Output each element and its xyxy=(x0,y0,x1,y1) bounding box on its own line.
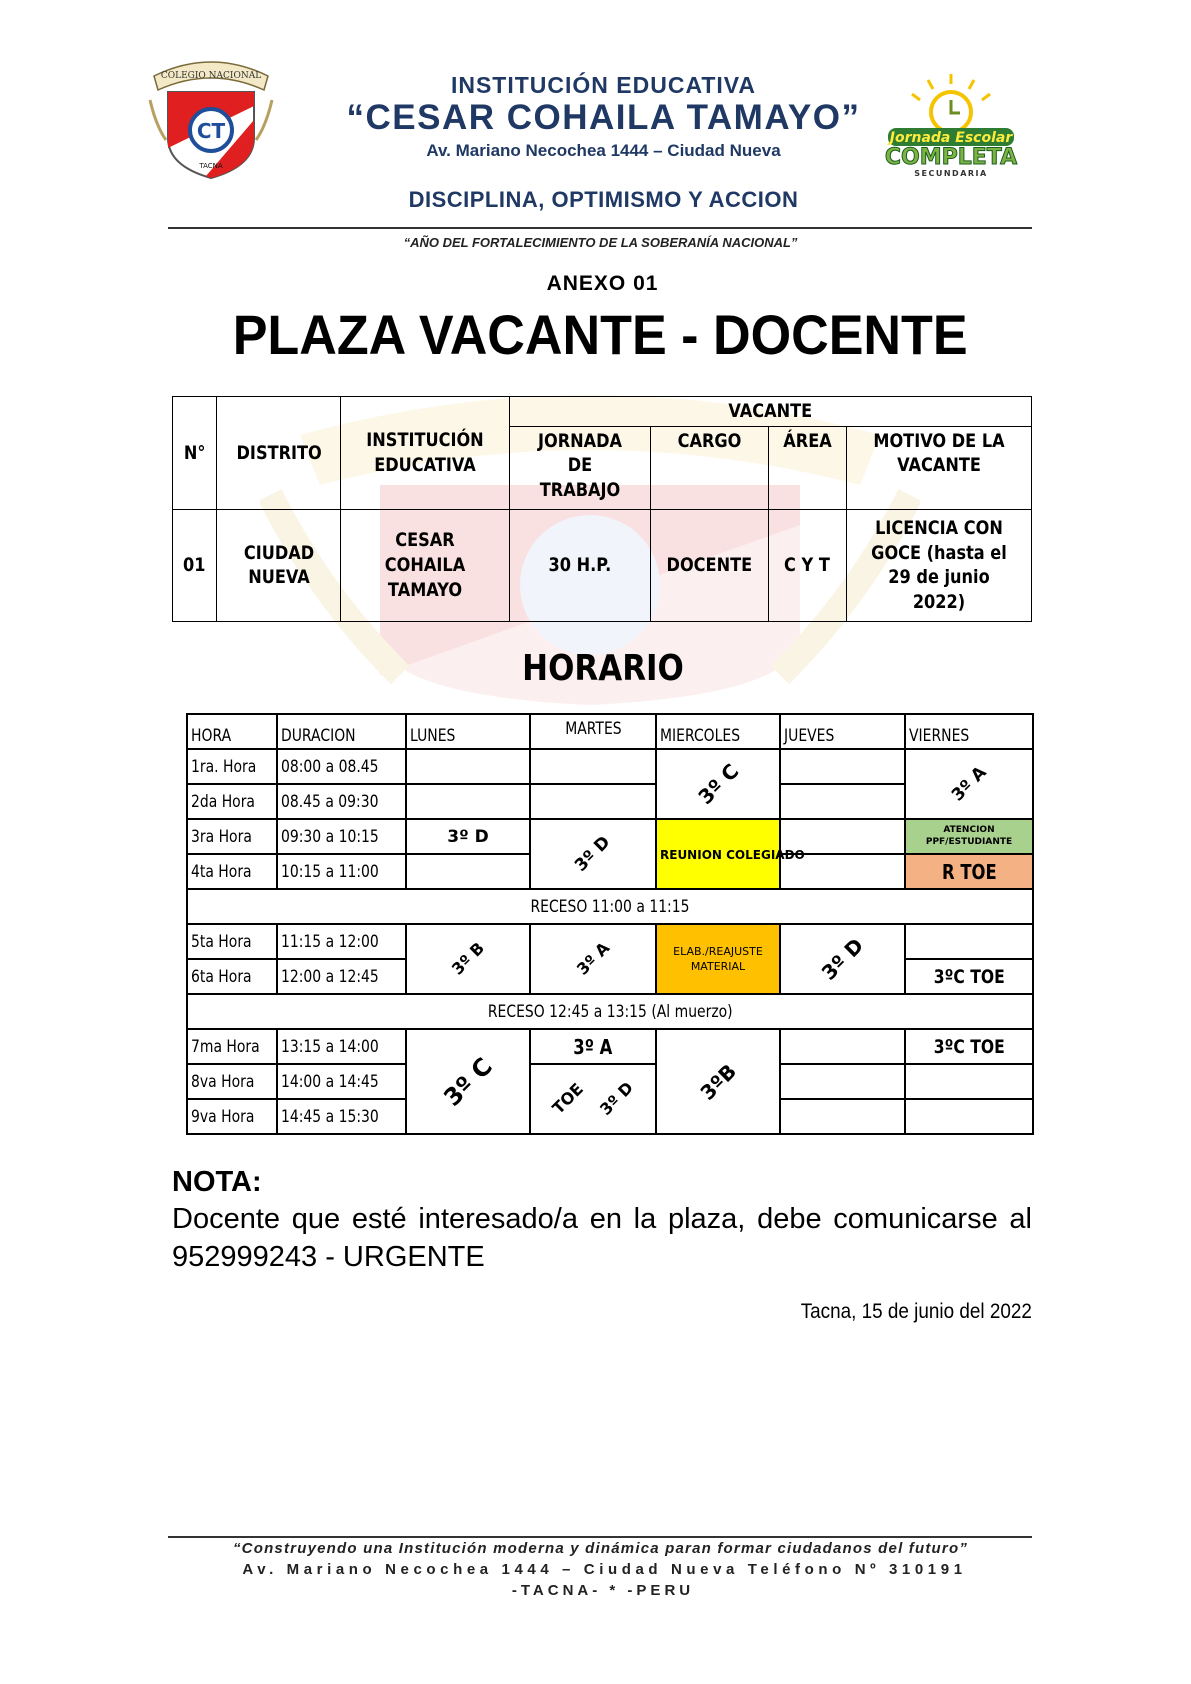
slot-martes-8-9 xyxy=(530,1064,656,1134)
logo-initials: CT xyxy=(196,119,226,143)
col-duracion: DURACION xyxy=(277,714,406,749)
footer-slogan: “Construyendo una Institución moderna y dinámica paran formar ciudadanos del futuro” xyxy=(232,1540,969,1557)
slot-jueves-8 xyxy=(780,1064,905,1099)
footer-divider xyxy=(168,1536,1032,1538)
slot-lunes-5-6: 3º B xyxy=(406,924,530,994)
col-jueves: JUEVES xyxy=(780,714,905,749)
institution-name: “CESAR COHAILA TAMAYO” xyxy=(346,98,861,137)
header-divider xyxy=(168,227,1032,229)
hour-duration: 10:15 a 11:00 xyxy=(277,854,406,889)
institution-motto: DISCIPLINA, OPTIMISMO Y ACCION xyxy=(408,187,799,212)
hour-duration: 11:15 a 12:00 xyxy=(277,924,406,959)
header-jornada: JORNADA DE TRABAJO xyxy=(510,426,651,509)
hour-duration: 08.45 a 09:30 xyxy=(277,784,406,819)
col-viernes: VIERNES xyxy=(905,714,1033,749)
slot-miercoles-7-9: 3ºB xyxy=(656,1029,780,1134)
footer-city: -TACNA- * -PERU xyxy=(511,1582,695,1599)
logo-right-line1: Jornada Escolar xyxy=(889,130,1013,146)
slot-viernes-3: ATENCION PPF/ESTUDIANTE xyxy=(905,819,1033,854)
slot-miercoles-3-4: REUNION COLEGIADO xyxy=(656,819,780,889)
col-miercoles: MIERCOLES xyxy=(656,714,780,749)
header-vacancy-group: VACANTE xyxy=(510,397,1032,427)
cell-area: C Y T xyxy=(768,509,846,621)
note-line-1: Docente que esté interesado/a en la plaza, debe comunicarse al xyxy=(172,1203,1032,1235)
hour-duration: 08:00 a 08.45 xyxy=(277,749,406,784)
slot-martes-1 xyxy=(530,749,656,784)
hour-label: 7ma Hora xyxy=(187,1029,277,1064)
hour-duration: 14:45 a 15:30 xyxy=(277,1099,406,1134)
slot-viernes-9 xyxy=(905,1099,1033,1134)
toe-label: TOE xyxy=(548,1079,588,1118)
hour-label: 1ra. Hora xyxy=(187,749,277,784)
slot-viernes-5 xyxy=(905,924,1033,959)
col-martes: MARTES xyxy=(530,714,656,749)
header-area: ÁREA xyxy=(768,426,846,509)
page-title: PLAZA VACANTE - DOCENTE xyxy=(232,303,968,366)
slot-miercoles-5-6: ELAB./REAJUSTE MATERIAL xyxy=(656,924,780,994)
slot-miercoles-1-2: 3º C xyxy=(656,749,780,819)
slot-jueves-3 xyxy=(780,819,905,854)
logo-bottom-text: TACNA xyxy=(199,162,223,170)
slot-jueves-4 xyxy=(780,854,905,889)
slot-lunes-7-9: 3º C xyxy=(406,1029,530,1134)
year-motto: “AÑO DEL FORTALECIMIENTO DE LA SOBERANÍA NACIONAL” xyxy=(403,235,798,250)
slot-viernes-8 xyxy=(905,1064,1033,1099)
hour-label: 5ta Hora xyxy=(187,924,277,959)
slot-jueves-5-6: 3º D xyxy=(780,924,905,994)
logo-right-line3: SECUNDARIA xyxy=(914,169,988,178)
slot-martes-3-4: 3º D xyxy=(530,819,656,889)
hour-label: 8va Hora xyxy=(187,1064,277,1099)
slot-martes-5-6: 3º A xyxy=(530,924,656,994)
vacancy-table xyxy=(172,396,1032,622)
document-date: Tacna, 15 de junio del 2022 xyxy=(800,1300,1032,1323)
slot-viernes-4: R TOE xyxy=(905,854,1033,889)
slot-jueves-9 xyxy=(780,1099,905,1134)
header-num: N° xyxy=(173,397,217,510)
cell-cargo: DOCENTE xyxy=(651,509,769,621)
slot-lunes-2 xyxy=(406,784,530,819)
hour-label: 2da Hora xyxy=(187,784,277,819)
institution-address: Av. Mariano Necochea 1444 – Ciudad Nueva xyxy=(426,141,781,160)
annex-label: ANEXO 01 xyxy=(546,272,659,295)
slot-martes-7: 3º A xyxy=(530,1029,656,1064)
schedule-title: HORARIO xyxy=(522,648,684,689)
note-body xyxy=(172,1200,1032,1276)
slot-lunes-1 xyxy=(406,749,530,784)
cell-institution: CESAR COHAILA TAMAYO xyxy=(341,509,510,621)
footer-address: Av. Mariano Necochea 1444 – Ciudad Nueva Teléfono Nº 310191 xyxy=(242,1561,967,1578)
header-institution: INSTITUCIÓN EDUCATIVA xyxy=(341,397,510,510)
slot-jueves-1 xyxy=(780,749,905,784)
class-label: 3º D xyxy=(595,1077,637,1120)
col-lunes: LUNES xyxy=(406,714,530,749)
hour-label: 9va Hora xyxy=(187,1099,277,1134)
recess-1: RECESO 11:00 a 11:15 xyxy=(187,889,1033,924)
cell-motivo: LICENCIA CON GOCE (hasta el 29 de junio 2022) xyxy=(846,509,1031,621)
hour-duration: 13:15 a 14:00 xyxy=(277,1029,406,1064)
recess-2: RECESO 12:45 a 13:15 (Al muerzo) xyxy=(187,994,1033,1029)
cell-num: 01 xyxy=(173,509,217,621)
slot-viernes-6: 3ºC TOE xyxy=(905,959,1033,994)
slot-viernes-7: 3ºC TOE xyxy=(905,1029,1033,1064)
header-motivo: MOTIVO DE LA VACANTE xyxy=(846,426,1031,509)
logo-top-text: COLEGIO NACIONAL xyxy=(160,71,262,81)
hour-label: 3ra Hora xyxy=(187,819,277,854)
col-hora: HORA xyxy=(187,714,277,749)
hour-label: 4ta Hora xyxy=(187,854,277,889)
cell-district: CIUDAD NUEVA xyxy=(217,509,341,621)
slot-martes-2 xyxy=(530,784,656,819)
slot-jueves-7 xyxy=(780,1029,905,1064)
slot-lunes-4 xyxy=(406,854,530,889)
hour-duration: 09:30 a 10:15 xyxy=(277,819,406,854)
slot-lunes-3: 3º D xyxy=(406,819,530,854)
header-cargo: CARGO xyxy=(651,426,769,509)
schedule-table xyxy=(186,713,1034,1135)
hour-duration: 14:00 a 14:45 xyxy=(277,1064,406,1099)
note-title: NOTA: xyxy=(172,1166,262,1198)
slot-jueves-2 xyxy=(780,784,905,819)
hour-duration: 12:00 a 12:45 xyxy=(277,959,406,994)
slot-viernes-1-2: 3º A xyxy=(905,749,1033,819)
logo-right-line2: COMPLETA xyxy=(884,145,1018,170)
header-district: DISTRITO xyxy=(217,397,341,510)
hour-label: 6ta Hora xyxy=(187,959,277,994)
note-line-2: 952999243 - URGENTE xyxy=(172,1241,485,1273)
cell-jornada: 30 H.P. xyxy=(510,509,651,621)
institution-label: INSTITUCIÓN EDUCATIVA xyxy=(450,72,757,98)
